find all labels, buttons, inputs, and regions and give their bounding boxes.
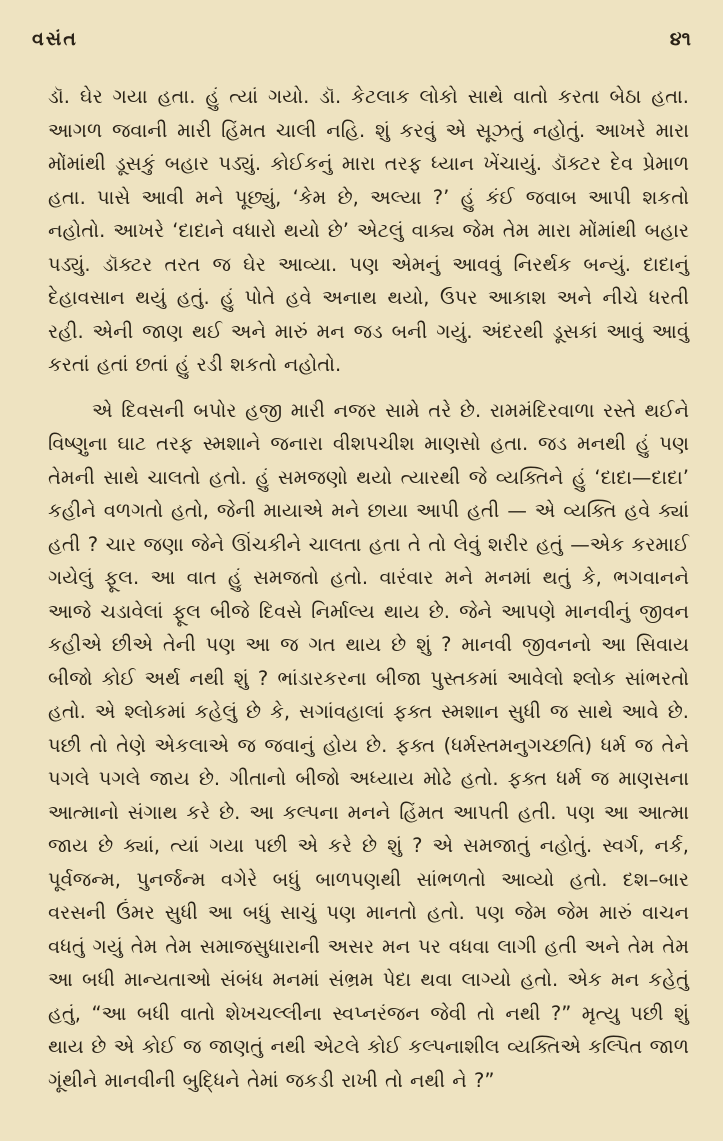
running-head: વસંત (32, 28, 78, 50)
body-text (48, 80, 689, 1097)
page-number: ૪૧ (669, 28, 691, 50)
page-header (26, 24, 697, 64)
paragraph-2: એ દિવસની બપોર હજી મારી નજર સામે તરે છે. રામમંદિરવાળા રસ્તે થઈને વિષ્ણુના ઘાટ તરફ સ્મશાને જનારા વીશપચીશ માણસો હતા. જડ મનથી હું પણ તેમની સાથે ચાલતો હતો. હું સમજણો થયો ત્યારથી જે વ્યક્તિને હું ‘દાદા—દાદા’ કહીને વળગતો હતો, જેની માયાએ મને છાયા આપી હતી — એ વ્યક્તિ હવે ક્યાં હતી ? ચાર જણા જેને ઊંચકીને ચાલતા હતા તે તો લેવું શરીર હતું —એક કરમાઈ ગયેલું ફૂલ. આ વાત હું સમજતો હતો. વારંવાર મને મનમાં થતું કે, ભગવાનને આજે ચડાવેલાં ફૂલ બીજે દિવસે નિર્માલ્ય થાય છે. જેને આપણે માનવીનું જીવન કહીએ છીએ તેની પણ આ જ ગત થાય છે શું ? માનવી જીવનનો આ સિવાય બીજો કોઈ અર્થ નથી શું ? ભાંડારકરના બીજા પુસ્તકમાં આવેલો શ્લોક સાંભરતો હતો. એ શ્લોકમાં કહેલું છે કે, સગાંવહાલાં ફક્ત સ્મશાન સુધી જ સાથે આવે છે. પછી તો તેણે એકલાએ જ જવાનું હોય છે. ફક્ત (ધર્મસ્તમનુગચ્છતિ) ધર્મ જ તેને પગલે પગલે જાય છે. ગીતાનો બીજો અધ્યાય મોઢે હતો. ફક્ત ધર્મ જ માણસના આત્માનો સંગાથ કરે છે. આ કલ્પના મનને હિંમત આપતી હતી. પણ આ આત્મા જાય છે ક્યાં, ત્યાં ગયા પછી એ કરે છે શું ? એ સમજાતું નહોતું. સ્વર્ગ, નર્ક, પૂર્વજન્મ, પુનર્જન્મ વગેરે બધું બાળપણથી સાંભળતો આવ્યો હતો. દશ–બાર વરસની ઉંમર સુધી આ બધું સાચું પણ માનતો હતો. પણ જેમ જેમ મારું વાચન વધતું ગયું તેમ તેમ સમાજસુધારાની અસર મન પર વધવા લાગી હતી અને તેમ તેમ આ બધી માન્યતાઓ સંબંધ મનમાં સંભ્રમ પેદા થવા લાગ્યો હતો. એક મન કહેતું હતું, “આ બધી વાતો શેખચલ્લીના સ્વપ્નરંજન જેવી તો નથી ?” મૃત્યુ પછી શું થાય છે એ કોઈ જ જાણતું નથી એટલે કોઈ કલ્પનાશીલ વ્યક્તિએ કલ્પિત જાળ ગૂંથીને માનવીની બુદ્ધિને તેમાં જકડી રાખી તો નથી ને ?” (48, 398, 689, 1092)
paragraph-1: ડૉ. ઘેર ગયા હતા. હું ત્યાં ગયો. ડૉ. કેટલાક લોકો સાથે વાતો કરતા બેઠા હતા. આગળ જવાની મારી હિંમત ચાલી નહિ. શું કરવું એ સૂઝતું નહોતું. આખરે મારા મોંમાંથી ડૂસકું બહાર પડ્યું. કોઈકનું મારા તરફ ધ્યાન ખેંચાયું. ડૉક્ટર દેવ પ્રેમાળ હતા. પાસે આવી મને પૂછ્યું, ‘કેમ છે, અલ્યા ?’ હું કંઈ જવાબ આપી શકતો નહોતો. આખરે ‘દાદાને વધારો થયો છે’ એટલું વાક્ય જેમ તેમ મારા મોંમાંથી બહાર પડ્યું. ડૉક્ટર તરત જ ઘેર આવ્યા. પણ એમનું આવવું નિરર્થક બન્યું. દાદાનું દેહાવસાન થયું હતું. હું પોતે હવે અનાથ થયો, ઉપર આકાશ અને નીચે ધરતી રહી. એની જાણ થઈ અને મારું મન જડ બની ગયું. અંદરથી ડૂસકાં આવું આવું કરતાં હતાં છતાં હું રડી શકતો નહોતો. (48, 85, 689, 376)
